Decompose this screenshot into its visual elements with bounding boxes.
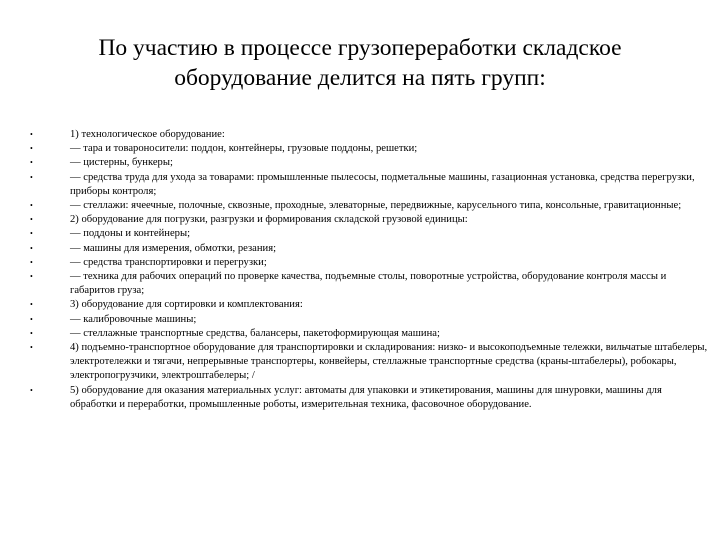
list-item xyxy=(30,298,710,312)
bullet-icon: • xyxy=(30,144,33,154)
list-item-text: — цистерны, бункеры; xyxy=(70,157,173,169)
bullet-list xyxy=(30,128,710,412)
list-item-text: 2) оборудование для погрузки, разгрузки и формирования складской грузовой единицы: xyxy=(70,214,468,226)
list-item xyxy=(30,128,710,142)
list-item-text: — калибровочные машины; xyxy=(70,313,197,325)
list-item-text: — техника для рабочих операций по проверке качества, подъемные столы, поворотные устройства, оборудование контроля массы и габаритов груза; xyxy=(70,271,667,297)
bullet-icon: • xyxy=(30,130,33,139)
bullet-icon: • xyxy=(30,328,33,338)
list-item-text: 4) подъемно-транспортное оборудование для транспортировки и складирования: низко- и высокоподъемные тележки, вильчатые штабелеры, электротележки и тягачи, непрерывные транспортеры, конвейеры, стеллажные транспортные средства (краны-штабелеры), робокары, электропогрузчики, электроштабелеры; / xyxy=(70,342,708,382)
slide-title xyxy=(60,33,660,93)
slide-title-line-1: По участию в процессе грузопереработки складское xyxy=(98,35,622,61)
bullet-icon: • xyxy=(30,314,33,324)
bullet-icon: • xyxy=(30,272,33,282)
bullet-icon: • xyxy=(30,385,33,395)
bullet-icon: • xyxy=(30,243,33,253)
bullet-icon: • xyxy=(30,201,33,211)
list-item xyxy=(30,199,710,213)
list-item-text: 5) оборудование для оказания материальных услуг: автоматы для упаковки и этикетирования, машины для шнуровки, машины для обработки и переработки, промышленные роботы, измерительная техника, фасовочное оборудование. xyxy=(70,384,662,410)
bullet-icon: • xyxy=(30,257,33,267)
bullet-icon: • xyxy=(30,229,33,239)
list-item-text: — тара и товароносители: поддон, контейнеры, грузовые поддоны, решетки; xyxy=(70,143,418,155)
list-item xyxy=(30,171,710,199)
bullet-icon: • xyxy=(30,300,33,310)
list-item-text: — стеллажи: ячеечные, полочные, сквозные, проходные, элеваторные, передвижные, карусельного типа, консольные, гравитационные; xyxy=(70,200,682,212)
list-item-text: — стеллажные транспортные средства, балансеры, пакетоформирующая машина; xyxy=(70,327,440,339)
list-item xyxy=(30,242,710,256)
list-item-text: 1) технологическое оборудование: xyxy=(70,129,225,140)
list-item xyxy=(30,313,710,327)
list-item-text: — средства транспортировки и перегрузки; xyxy=(70,256,267,268)
list-item-text: — поддоны и контейнеры; xyxy=(70,228,191,240)
list-item-text: 3) оборудование для сортировки и комплектования: xyxy=(70,299,303,311)
list-item xyxy=(30,142,710,156)
list-item xyxy=(30,213,710,227)
list-item xyxy=(30,384,710,412)
list-item xyxy=(30,270,710,298)
list-item xyxy=(30,327,710,341)
list-item-text: — средства труда для ухода за товарами: промышленные пылесосы, подметальные машины, газационная установка, средства перегрузки, приборы контроля; xyxy=(70,171,695,197)
list-item xyxy=(30,341,710,384)
list-item-text: — машины для измерения, обмотки, резания; xyxy=(70,242,277,254)
bullet-icon: • xyxy=(30,215,33,225)
bullet-icon: • xyxy=(30,172,33,182)
bullet-icon: • xyxy=(30,158,33,168)
list-item xyxy=(30,156,710,170)
list-item xyxy=(30,227,710,241)
slide-title-line-2: оборудование делится на пять групп: xyxy=(174,65,546,91)
bullet-icon: • xyxy=(30,343,33,353)
list-item xyxy=(30,256,710,270)
